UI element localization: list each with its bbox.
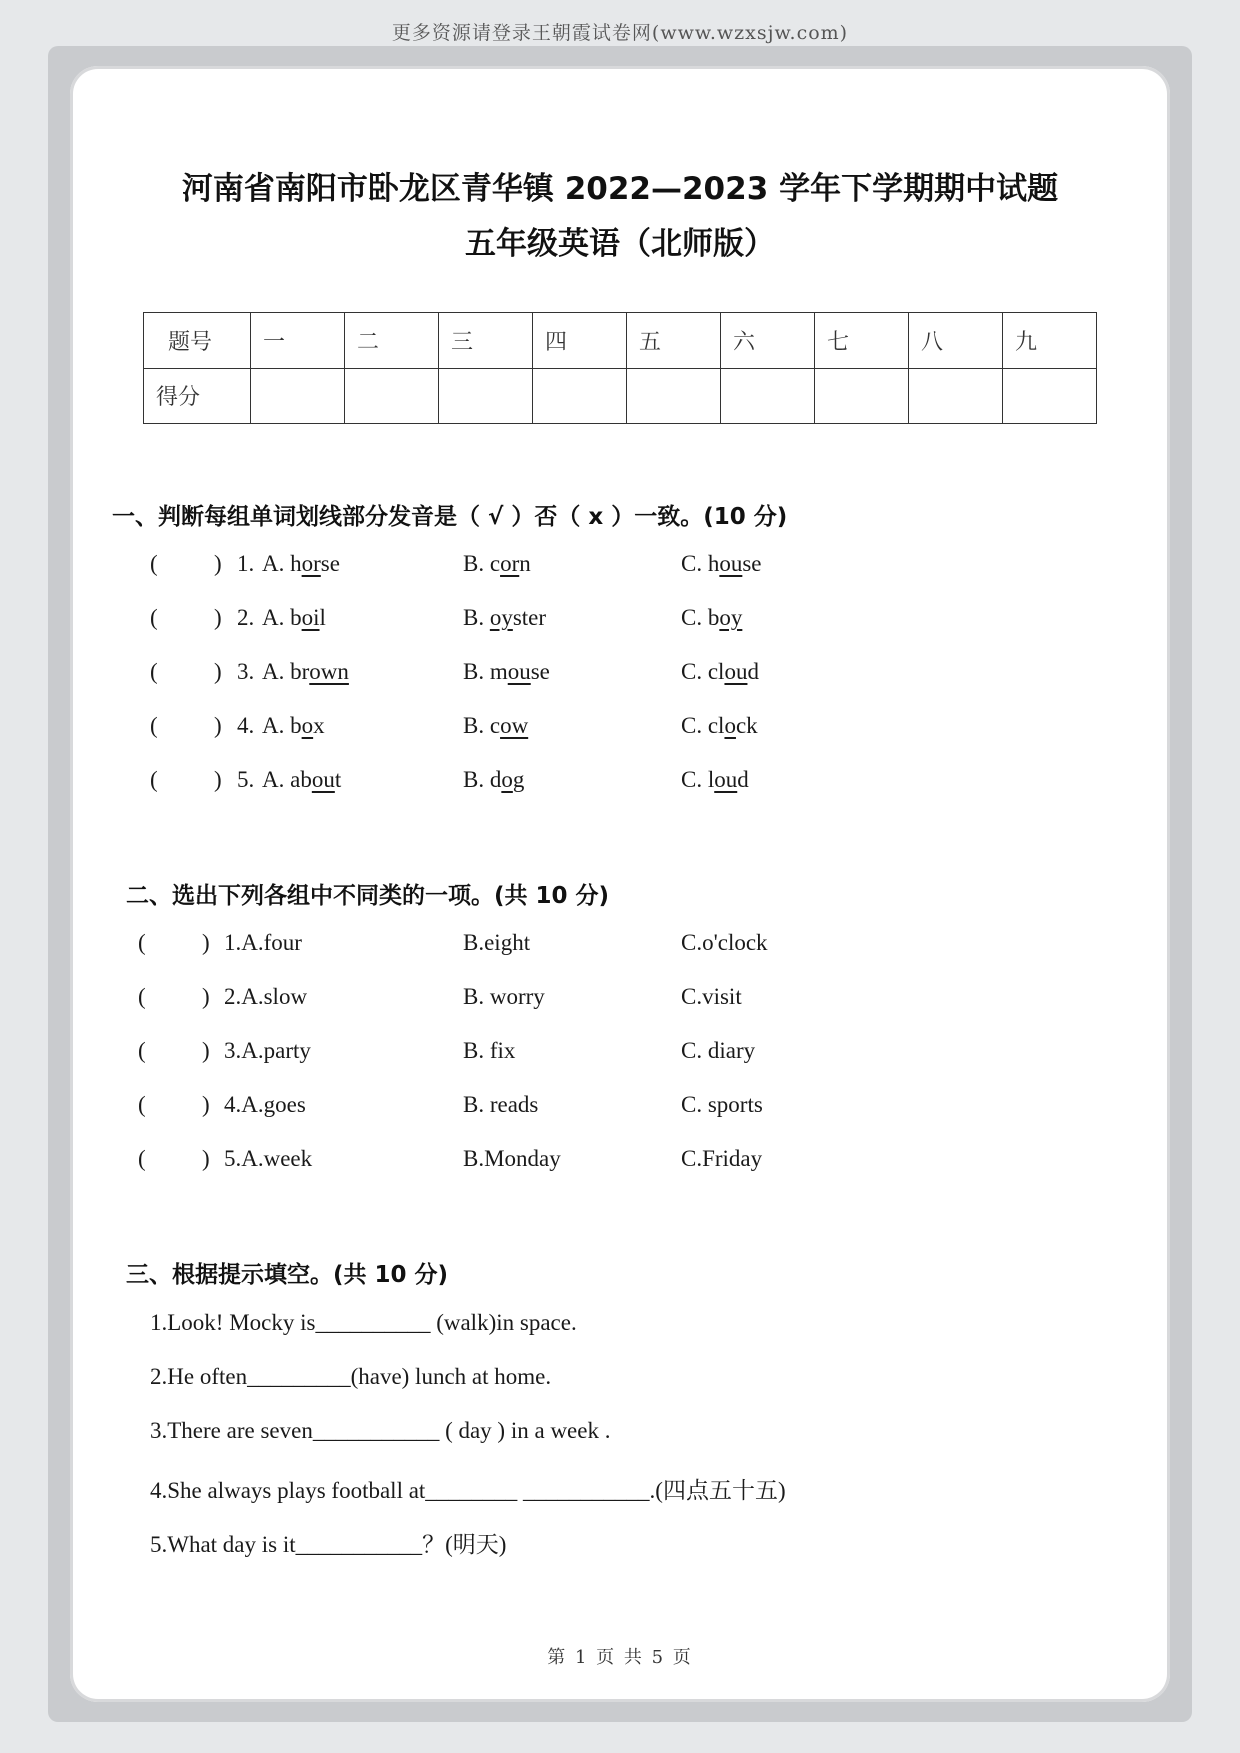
answer-bracket-close: ) <box>202 1038 210 1063</box>
answer-bracket[interactable]: ( <box>138 930 146 955</box>
option-b-underlined: ow <box>500 713 529 738</box>
section-2-item <box>0 984 1240 1018</box>
answer-bracket[interactable]: ( <box>150 659 158 684</box>
option-a-pre: A. ab <box>262 767 312 792</box>
answer-bracket-close: ) <box>202 1146 210 1171</box>
score-table <box>143 312 1097 424</box>
score-col-8: 八 <box>909 313 1003 369</box>
score-table-label-number: 题号 <box>144 313 251 369</box>
option-c: C. sports <box>681 1092 763 1117</box>
score-col-3: 三 <box>439 313 533 369</box>
answer-bracket[interactable]: ( <box>138 984 146 1009</box>
item-number: 5. <box>237 767 255 792</box>
option-a-pre: A. br <box>262 659 310 684</box>
score-col-6: 六 <box>721 313 815 369</box>
section-2-item <box>0 1038 1240 1072</box>
answer-bracket[interactable]: ( <box>150 713 158 738</box>
score-cell <box>345 368 439 424</box>
score-table-row-header <box>144 313 1097 369</box>
option-a-post: x <box>313 713 325 738</box>
option-a: 2.A.slow <box>224 984 308 1009</box>
score-col-9: 九 <box>1003 313 1097 369</box>
option-b <box>463 659 550 685</box>
option-b-post: ster <box>512 605 547 630</box>
section-1-item <box>0 659 1240 693</box>
option-b-pre: B. d <box>463 767 502 792</box>
section-1-title: 一、判断每组单词划线部分发音是（ √ ）否（ x ）一致。(10 分) <box>112 504 788 530</box>
option-c-underlined: ou <box>719 551 743 576</box>
option-b: B.eight <box>463 930 531 955</box>
option-c-underlined: ou <box>714 767 738 792</box>
fill-blank-item[interactable]: 2.He often_________(have) lunch at home. <box>150 1364 552 1389</box>
answer-bracket-close: ) <box>214 551 222 576</box>
option-c-post: se <box>742 551 762 576</box>
option-b-post: se <box>530 659 550 684</box>
option-c-underlined: o <box>724 713 736 738</box>
item-number: 1. <box>237 551 255 576</box>
option-a <box>262 551 340 577</box>
option-b-post: g <box>512 767 525 792</box>
section-1-item <box>0 767 1240 801</box>
option-c-post: d <box>747 659 759 684</box>
section-2-item <box>0 930 1240 964</box>
score-col-4: 四 <box>533 313 627 369</box>
option-a: 1.A.four <box>224 930 302 955</box>
option-c-post: ck <box>735 713 758 738</box>
section-1-item <box>0 713 1240 747</box>
option-c <box>681 767 749 793</box>
option-b-pre: B. c <box>463 551 501 576</box>
option-a: 4.A.goes <box>224 1092 306 1117</box>
option-a <box>262 767 341 793</box>
page-footer: 第 1 页 共 5 页 <box>547 1647 693 1668</box>
score-col-2: 二 <box>345 313 439 369</box>
answer-bracket[interactable]: ( <box>150 551 158 576</box>
answer-bracket[interactable]: ( <box>138 1092 146 1117</box>
option-c-pre: C. l <box>681 767 715 792</box>
option-b-pre: B. c <box>463 713 501 738</box>
score-cell <box>721 368 815 424</box>
option-c-underlined: oy <box>719 605 743 630</box>
answer-bracket-close: ) <box>214 659 222 684</box>
answer-bracket-close: ) <box>202 984 210 1009</box>
option-b: B.Monday <box>463 1146 561 1171</box>
option-a: 3.A.party <box>224 1038 311 1063</box>
option-a-underlined: oi <box>301 605 320 630</box>
option-c-pre: C. cl <box>681 713 725 738</box>
score-col-7: 七 <box>815 313 909 369</box>
score-cell <box>909 368 1003 424</box>
score-cell <box>1003 368 1097 424</box>
answer-bracket-close: ) <box>214 605 222 630</box>
option-a-post: l <box>319 605 326 630</box>
option-b <box>463 605 546 631</box>
score-table-label-score: 得分 <box>144 368 251 424</box>
option-b-pre: B. m <box>463 659 508 684</box>
option-b-underlined: oy <box>489 605 513 630</box>
item-number: 4. <box>237 713 255 738</box>
option-a <box>262 713 325 739</box>
option-c-post: d <box>737 767 749 792</box>
option-c: C.o'clock <box>681 930 768 955</box>
option-b: B. fix <box>463 1038 516 1063</box>
option-a-underlined: or <box>301 551 321 576</box>
option-c <box>681 659 759 685</box>
option-c-pre: C. h <box>681 551 720 576</box>
option-b: B. reads <box>463 1092 539 1117</box>
item-number: 3. <box>237 659 255 684</box>
option-b-underlined: o <box>501 767 513 792</box>
score-cell <box>627 368 721 424</box>
option-b: B. worry <box>463 984 545 1009</box>
option-a-post: t <box>334 767 342 792</box>
fill-blank-item[interactable]: 3.There are seven___________ ( day ) in a week . <box>150 1418 611 1443</box>
option-b <box>463 551 531 577</box>
option-b-underlined: ou <box>507 659 531 684</box>
option-b <box>463 767 524 793</box>
score-cell <box>533 368 627 424</box>
option-a-post: se <box>320 551 340 576</box>
answer-bracket[interactable]: ( <box>138 1038 146 1063</box>
option-a <box>262 659 349 685</box>
section-1-item <box>0 551 1240 585</box>
option-c: C.Friday <box>681 1146 763 1171</box>
section-2-title: 二、选出下列各组中不同类的一项。(共 10 分) <box>126 883 610 909</box>
answer-bracket[interactable]: ( <box>150 605 158 630</box>
section-2-item <box>0 1092 1240 1126</box>
option-c-pre: C. cl <box>681 659 725 684</box>
answer-bracket-close: ) <box>202 1092 210 1117</box>
score-col-5: 五 <box>627 313 721 369</box>
answer-bracket-close: ) <box>214 713 222 738</box>
score-table-row-score <box>144 368 1097 424</box>
section-1-item <box>0 605 1240 639</box>
option-a-underlined: o <box>301 713 314 738</box>
section-2-item <box>0 1146 1240 1180</box>
option-a: 5.A.week <box>224 1146 313 1171</box>
option-a <box>262 605 326 631</box>
item-number: 2. <box>237 605 255 630</box>
option-a-underlined: ou <box>311 767 335 792</box>
answer-bracket[interactable]: ( <box>150 767 158 792</box>
option-c <box>681 713 758 739</box>
option-c: C.visit <box>681 984 742 1009</box>
option-c <box>681 551 762 577</box>
option-a-pre: A. h <box>262 551 302 576</box>
option-a-underlined: own <box>309 659 349 684</box>
answer-bracket[interactable]: ( <box>138 1146 146 1171</box>
answer-bracket-close: ) <box>202 930 210 955</box>
watermark: 更多资源请登录王朝霞试卷网(www.wzxsjw.com) <box>391 22 849 44</box>
option-a-pre: A. b <box>262 605 302 630</box>
option-b-pre: B. <box>463 605 490 630</box>
option-a-pre: A. b <box>262 713 302 738</box>
option-c-pre: C. b <box>681 605 720 630</box>
option-b <box>463 713 528 739</box>
option-c: C. diary <box>681 1038 756 1063</box>
title-line-2: 五年级英语（北师版） <box>465 226 775 262</box>
fill-blank-item[interactable]: 1.Look! Mocky is__________ (walk)in space. <box>150 1310 577 1335</box>
score-cell <box>815 368 909 424</box>
title-line-1: 河南省南阳市卧龙区青华镇 2022—2023 学年下学期期中试题 <box>181 171 1059 207</box>
score-cell <box>251 368 345 424</box>
score-cell <box>439 368 533 424</box>
option-c <box>681 605 742 631</box>
score-col-1: 一 <box>251 313 345 369</box>
answer-bracket-close: ) <box>214 767 222 792</box>
option-c-underlined: ou <box>724 659 748 684</box>
fill-blank-item[interactable]: 4.She always plays football at________ ___________.(四点五十五) <box>150 1478 786 1503</box>
fill-blank-item[interactable]: 5.What day is it___________？(明天) <box>150 1532 507 1557</box>
section-3-title: 三、根据提示填空。(共 10 分) <box>126 1262 449 1288</box>
option-b-post: n <box>519 551 531 576</box>
option-b-underlined: or <box>500 551 520 576</box>
